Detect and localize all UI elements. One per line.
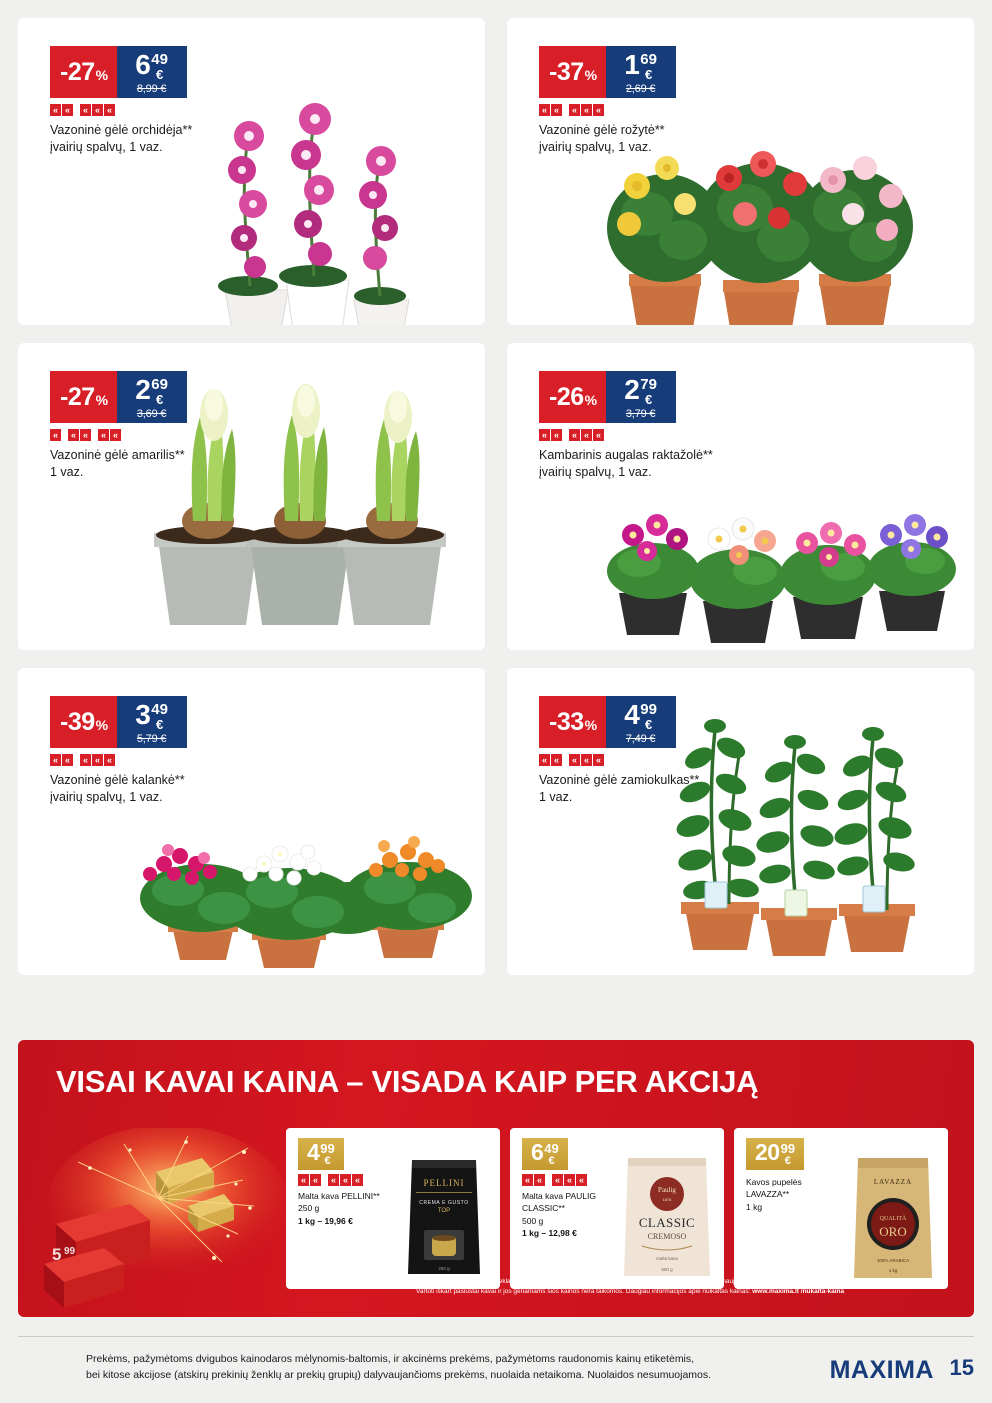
old-price: 3,79 € xyxy=(625,407,656,420)
lavazza-pack-image xyxy=(844,1140,944,1289)
price-flags xyxy=(298,1174,363,1186)
percent-sign: % xyxy=(95,717,108,733)
currency-symbol: € xyxy=(645,391,653,407)
svg-text:500 g: 500 g xyxy=(661,1267,673,1272)
price-box xyxy=(117,371,187,423)
product-sub: įvairių spalvų, 1 vaz. xyxy=(539,464,652,479)
footer-line-1: Prekėms, pažymėtoms dvigubos kainodaros mėlynomis-baltomis, ir akcinėms prekėms, pažymėtoms raudonomis kainų etiketėmis, xyxy=(86,1353,695,1365)
flag-icon: « xyxy=(569,104,580,116)
svg-text:5: 5 xyxy=(52,1245,62,1264)
price-decimal: 99 xyxy=(320,1141,335,1156)
currency-symbol: € xyxy=(548,1155,555,1167)
discount-value: -33 xyxy=(549,707,584,736)
old-price: 8,99 € xyxy=(136,82,167,95)
flag-icon: « xyxy=(50,754,61,766)
svg-text:TOP: TOP xyxy=(437,1208,451,1214)
flag-icon: « xyxy=(62,104,73,116)
price-integer: 4 xyxy=(624,698,640,730)
coffee-weight: 250 g xyxy=(298,1203,320,1214)
product-description xyxy=(50,447,260,481)
flag-icon: « xyxy=(551,104,562,116)
price-decimal: 49 xyxy=(544,1141,559,1156)
price-integer: 2 xyxy=(135,373,151,405)
flag-icon: « xyxy=(92,104,103,116)
svg-text:PELLINI: PELLINI xyxy=(423,1178,465,1188)
product-description xyxy=(50,772,260,806)
flag-icon: « xyxy=(80,754,91,766)
flag-icon: « xyxy=(593,104,604,116)
price-decimal: 69 xyxy=(151,375,168,393)
banner-disclaimer xyxy=(416,1277,946,1297)
flag-icon: « xyxy=(564,1174,575,1186)
product-sub: 1 vaz. xyxy=(50,464,84,479)
coffee-description xyxy=(298,1190,398,1227)
price-flags xyxy=(50,104,115,116)
discount-badge xyxy=(50,371,117,423)
price-integer: 20 xyxy=(755,1139,780,1165)
flag-icon: « xyxy=(310,1174,321,1186)
flag-icon: « xyxy=(551,754,562,766)
coffee-name: Kavos pupelės LAVAZZA** xyxy=(746,1177,802,1200)
flag-icon: « xyxy=(522,1174,533,1186)
coffee-price xyxy=(522,1138,568,1170)
price-decimal: 99 xyxy=(780,1141,796,1156)
product-card-kalanchoe[interactable] xyxy=(18,668,485,975)
old-price: 7,49 € xyxy=(625,732,656,745)
flag-icon: « xyxy=(593,429,604,441)
price-box xyxy=(606,46,676,98)
product-grid xyxy=(18,18,974,975)
coffee-card-paulig[interactable] xyxy=(510,1128,724,1289)
coffee-price xyxy=(298,1138,344,1170)
price-integer: 6 xyxy=(531,1139,544,1165)
product-name: Vazoninė gėlė zamiokulkas** xyxy=(539,773,700,787)
discount-value: -27 xyxy=(60,382,95,411)
percent-sign: % xyxy=(584,67,597,83)
footer-line-2: bei kitose akcijose (atskirų prekinių ženklų ar prekių grupių) dalyvaujančioms prekėms, nuolaida netaikoma. Nuolaidos nesumuojamos. xyxy=(86,1368,712,1381)
product-card-orchid[interactable] xyxy=(18,18,485,325)
svg-text:LAVAZZA: LAVAZZA xyxy=(873,1178,913,1186)
flag-icon: « xyxy=(593,754,604,766)
currency-symbol: € xyxy=(645,66,653,82)
svg-text:CREMA E GUSTO: CREMA E GUSTO xyxy=(419,1200,469,1206)
discount-badge xyxy=(539,696,606,748)
price-box xyxy=(117,46,187,98)
flag-icon: « xyxy=(62,754,73,766)
flag-icon: « xyxy=(98,429,109,441)
price-integer: 2 xyxy=(624,373,640,405)
flag-icon: « xyxy=(576,1174,587,1186)
product-name: Vazoninė gėlė orchidėja** xyxy=(50,123,193,137)
currency-symbol: € xyxy=(324,1155,331,1167)
flag-icon: « xyxy=(539,429,550,441)
currency-symbol: € xyxy=(645,716,653,732)
price-flags xyxy=(539,754,604,766)
discount-value: -39 xyxy=(60,707,95,736)
currency-symbol: € xyxy=(784,1155,791,1167)
flag-icon: « xyxy=(68,429,79,441)
flag-icon: « xyxy=(104,104,115,116)
product-sub: 1 vaz. xyxy=(539,789,573,804)
discount-value: -37 xyxy=(549,57,584,86)
svg-text:1876: 1876 xyxy=(662,1197,672,1202)
product-card-zamioculcas[interactable] xyxy=(507,668,974,975)
svg-text:99: 99 xyxy=(64,1246,76,1257)
footer-legal xyxy=(86,1352,786,1384)
coffee-description xyxy=(746,1176,846,1213)
price-integer: 4 xyxy=(307,1139,320,1165)
product-name: Kambarinis augalas raktažolė** xyxy=(539,448,713,462)
price-flags xyxy=(50,429,121,441)
percent-sign: % xyxy=(584,717,597,733)
flag-icon: « xyxy=(110,429,121,441)
page-number: 15 xyxy=(949,1355,974,1380)
footer-divider xyxy=(18,1336,974,1337)
svg-text:1 kg: 1 kg xyxy=(888,1268,898,1273)
price-box xyxy=(117,696,187,748)
flag-icon: « xyxy=(551,429,562,441)
disclaimer-link[interactable]: www.maxima.lt /nukalta-kaina xyxy=(752,1287,845,1295)
price-block xyxy=(50,46,187,98)
price-block xyxy=(539,46,676,98)
coffee-price xyxy=(746,1138,804,1170)
svg-text:QUALITÀ: QUALITÀ xyxy=(879,1216,907,1222)
price-integer: 6 xyxy=(135,48,151,80)
coffee-name: Malta kava PAULIG CLASSIC** xyxy=(522,1191,597,1214)
flag-icon: « xyxy=(298,1174,309,1186)
flag-icon: « xyxy=(328,1174,339,1186)
flag-icon: « xyxy=(340,1174,351,1186)
flag-icon: « xyxy=(50,429,61,441)
price-decimal: 69 xyxy=(640,50,657,68)
disclaimer-line-2: Vartoti iškart pasiūstai kavai ir jos geriamams šios kainos nėra taikomos. Daugiau informacijos apie nuikaltas kainas: xyxy=(416,1287,751,1295)
svg-text:CLASSIC: CLASSIC xyxy=(638,1215,696,1230)
flag-icon: « xyxy=(352,1174,363,1186)
price-block xyxy=(50,696,187,748)
product-description xyxy=(539,772,749,806)
flag-icon: « xyxy=(581,104,592,116)
flag-icon: « xyxy=(539,754,550,766)
percent-sign: % xyxy=(95,392,108,408)
percent-sign: % xyxy=(584,392,597,408)
flag-icon: « xyxy=(569,754,580,766)
coffee-card-lavazza[interactable] xyxy=(734,1128,948,1289)
pellini-pack-image xyxy=(398,1146,490,1287)
percent-sign: % xyxy=(95,67,108,83)
flag-icon: « xyxy=(552,1174,563,1186)
price-block xyxy=(539,696,676,748)
product-description xyxy=(539,447,749,481)
disclaimer-line-1: Kavos kainos, atvaizduotos reklamoje, leidinyje ir reguliariose kavos išstatymų vietose, yra ne akcinės. Tai naujos įprastos kainos. xyxy=(416,1278,789,1285)
product-card-primula[interactable] xyxy=(507,343,974,650)
price-box xyxy=(606,696,676,748)
currency-symbol: € xyxy=(156,716,164,732)
discount-badge xyxy=(50,46,117,98)
product-name: Vazoninė gėlė kalankė** xyxy=(50,773,185,787)
price-integer: 1 xyxy=(624,48,640,80)
discount-badge xyxy=(539,371,606,423)
product-sub: įvairių spalvų, 1 vaz. xyxy=(50,139,163,154)
discount-badge xyxy=(50,696,117,748)
coffee-card-pellini[interactable] xyxy=(286,1128,500,1289)
paulig-pack-image xyxy=(618,1142,718,1289)
discount-value: -26 xyxy=(549,382,584,411)
price-flags xyxy=(522,1174,587,1186)
product-description xyxy=(539,122,749,156)
product-card-rose[interactable] xyxy=(507,18,974,325)
svg-text:250 g: 250 g xyxy=(438,1266,450,1271)
product-description xyxy=(50,122,260,156)
product-sub: įvairių spalvų, 1 vaz. xyxy=(539,139,652,154)
price-decimal: 49 xyxy=(151,700,168,718)
discount-badge xyxy=(539,46,606,98)
svg-text:100% ARABICA: 100% ARABICA xyxy=(876,1258,910,1263)
currency-symbol: € xyxy=(156,391,164,407)
maxima-logo: MAXIMA xyxy=(829,1356,934,1384)
coffee-cards xyxy=(286,1128,948,1289)
price-integer: 3 xyxy=(135,698,151,730)
product-card-amaryllis[interactable] xyxy=(18,343,485,650)
flag-icon: « xyxy=(92,754,103,766)
banner-title: VISAI KAVAI KAINA – VISADA KAIP PER AKCIJĄ xyxy=(56,1064,759,1099)
svg-text:ORO: ORO xyxy=(879,1224,907,1239)
discount-value: -27 xyxy=(60,57,95,86)
product-name: Vazoninė gėlė rožytė** xyxy=(539,123,665,137)
coffee-weight: 1 kg xyxy=(746,1201,763,1212)
product-name: Vazoninė gėlė amarilis** xyxy=(50,448,185,462)
flag-icon: « xyxy=(104,754,115,766)
price-decimal: 99 xyxy=(640,700,657,718)
svg-text:Paulig: Paulig xyxy=(658,1186,676,1194)
flag-icon: « xyxy=(80,429,91,441)
currency-symbol: € xyxy=(156,66,164,82)
price-flags xyxy=(50,754,115,766)
svg-text:malta kava: malta kava xyxy=(656,1256,678,1261)
coffee-promo-banner xyxy=(18,1040,974,1317)
svg-text:CREMOSO: CREMOSO xyxy=(647,1232,687,1241)
old-price: 3,69 € xyxy=(136,407,167,420)
price-box xyxy=(606,371,676,423)
coffee-name: Malta kava PELLINI** xyxy=(298,1191,380,1201)
coffee-unit-price: 1 kg – 12,98 € xyxy=(522,1227,577,1238)
flag-icon: « xyxy=(50,104,61,116)
old-price: 2,69 € xyxy=(625,82,656,95)
price-block xyxy=(50,371,187,423)
price-flags xyxy=(539,104,604,116)
flag-icon: « xyxy=(80,104,91,116)
coffee-unit-price: 1 kg – 19,96 € xyxy=(298,1215,353,1226)
flag-icon: « xyxy=(581,429,592,441)
flag-icon: « xyxy=(581,754,592,766)
price-flags xyxy=(539,429,604,441)
old-price: 5,79 € xyxy=(136,732,167,745)
flag-icon: « xyxy=(569,429,580,441)
price-decimal: 79 xyxy=(640,375,657,393)
coffee-description xyxy=(522,1190,622,1239)
flag-icon: « xyxy=(534,1174,545,1186)
spark-image xyxy=(38,1128,288,1313)
product-sub: įvairių spalvų, 1 vaz. xyxy=(50,789,163,804)
price-decimal: 49 xyxy=(151,50,168,68)
price-block xyxy=(539,371,676,423)
flag-icon: « xyxy=(539,104,550,116)
coffee-weight: 500 g xyxy=(522,1215,544,1226)
